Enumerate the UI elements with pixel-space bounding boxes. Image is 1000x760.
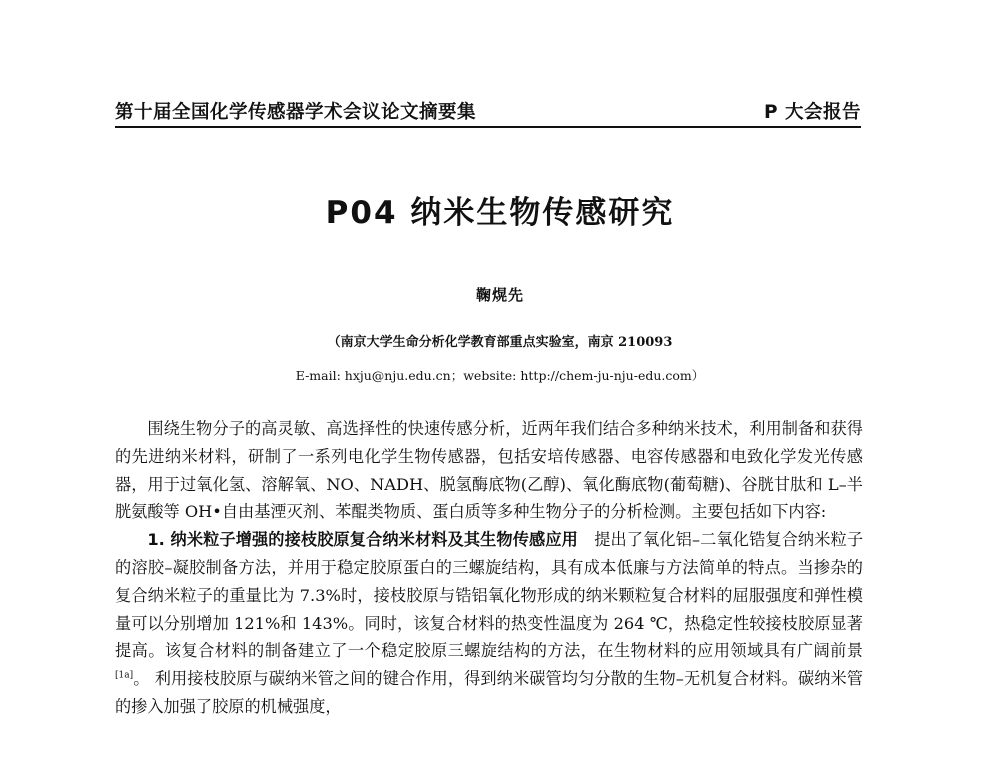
section-1-text-b: 。 利用接枝胶原与碳纳米管之间的键合作用，得到纳米碳管均匀分散的生物–无机复合材料。碳纳米管的掺入加强了胶原的机械强度，	[115, 669, 863, 716]
header-section-label: P 大会报告	[764, 102, 861, 123]
section-1-heading: 1. 纳米粒子增强的接枝胶原复合纳米材料及其生物传感应用	[147, 530, 578, 550]
abstract-body	[115, 415, 863, 721]
running-header	[115, 98, 861, 128]
author-name: 鞠熀先	[475, 286, 524, 304]
header-proceedings-title: 第十届全国化学传感器学术会议论文摘要集	[115, 102, 477, 123]
paper-title: P04 纳米生物传感研究	[325, 195, 675, 231]
author-affiliation: （南京大学生命分析化学教育部重点实验室，南京 210093	[327, 335, 673, 350]
section-1-text-a: 提出了氧化铝–二氧化锆复合纳米粒子的溶胶–凝胶制备方法，并用于稳定胶原蛋白的三螺旋结构，具有成本低廉与方法简单的特点。当掺杂的复合纳米粒子的重量比为 7.3%时，接枝胶原与锆铝氧化物形成的纳米颗粒复合材料的屈服强度和弹性模量可以分别增加 121%和 143%。同时，该复合材料的热变性温度为 264 ℃，热稳定性较接枝胶原显著提高。该复合材料的制备建立了一个稳定胶原三螺旋结构的方法，在生物材料的应用领域具有广阔前景	[115, 530, 864, 661]
citation-ref: [1a]	[115, 670, 134, 681]
author-contact: E-mail: hxju@nju.edu.cn；website: http://chem-ju-nju-edu.com）	[295, 368, 705, 383]
section-1-paragraph	[115, 526, 863, 721]
intro-paragraph: 围绕生物分子的高灵敏、高选择性的快速传感分析，近两年我们结合多种纳米技术，利用制备和获得的先进纳米材料，研制了一系列电化学生物传感器，包括安培传感器、电容传感器和电致化学发光传感器，用于过氧化氢、溶解氧、NO、NADH、脱氢酶底物(乙醇)、氧化酶底物(葡萄糖)、谷胱甘肽和 L–半胱氨酸等 OH•自由基湮灭剂、苯醌类物质、蛋白质等多种生物分子的分析检测。主要包括如下内容:	[115, 419, 863, 522]
